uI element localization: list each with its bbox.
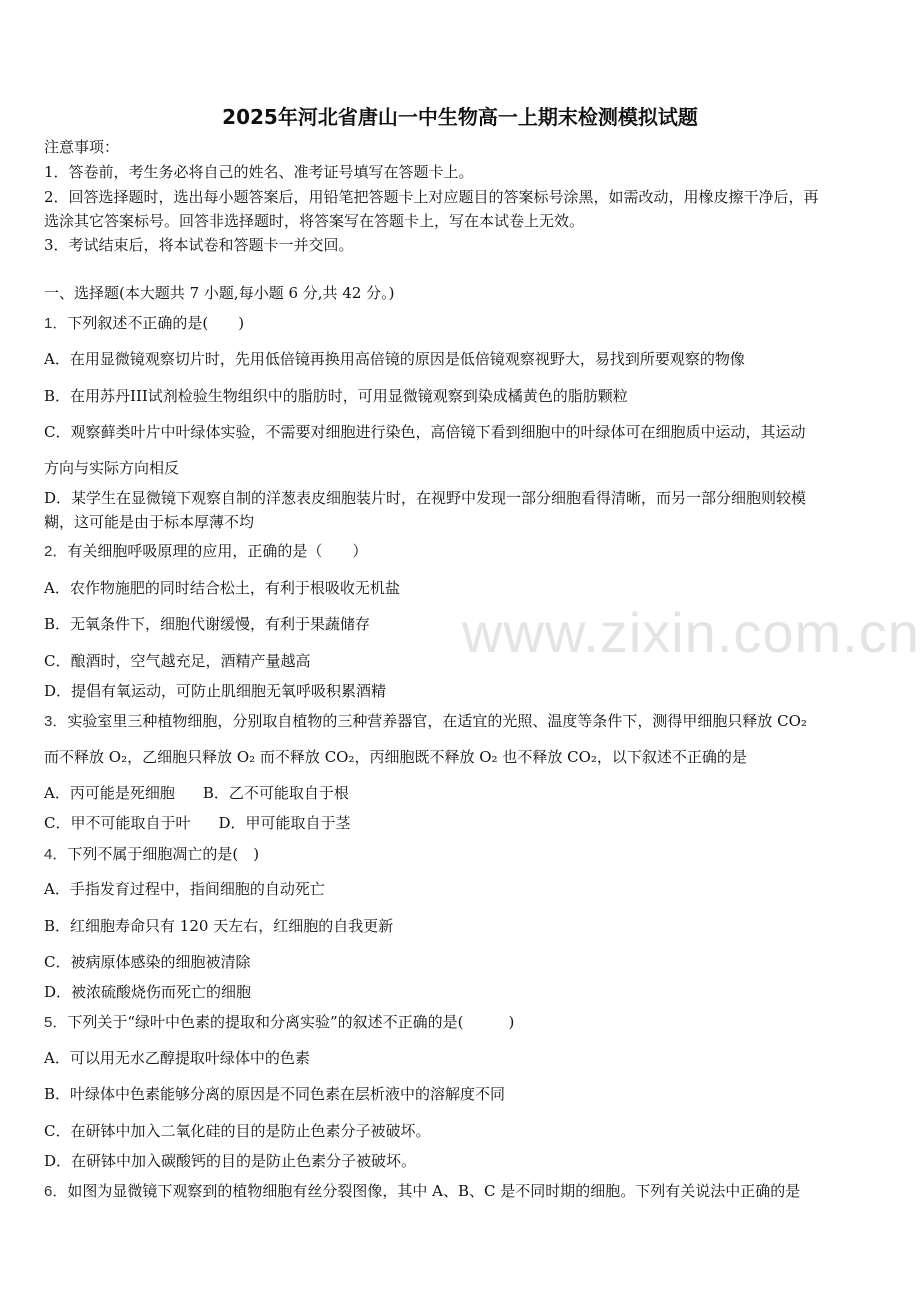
option-a: A．手指发育过程中，指间细胞的自动死亡 xyxy=(44,880,325,898)
option-a: A．可以用无水乙醇提取叶绿体中的色素 xyxy=(44,1049,310,1067)
option-b: B．红细胞寿命只有 120 天左右，红细胞的自我更新 xyxy=(44,917,394,935)
option-c: C．酿酒时，空气越充足，酒精产量越高 xyxy=(44,652,311,670)
question-5 xyxy=(44,1012,880,1033)
option-c: C．被病原体感染的细胞被清除 xyxy=(44,953,251,971)
question-number: 4． xyxy=(44,846,68,863)
question-stem: 有关细胞呼吸原理的应用，正确的是（ ） xyxy=(67,542,368,560)
option-c: C．观察藓类叶片中叶绿体实验，不需要对细胞进行染色，高倍镜下看到细胞中的叶绿体可在细胞质中运动，其运动 xyxy=(44,423,806,441)
question-stem: 实验室里三种植物细胞，分别取自植物的三种营养器官，在适宜的光照、温度等条件下，测得甲细胞只释放 CO₂ xyxy=(67,712,807,730)
option-d: D．提倡有氧运动，可防止肌细胞无氧呼吸积累酒精 xyxy=(44,682,387,700)
option-b: B．乙不可能取自于根 xyxy=(202,784,349,802)
option-c-cont: 方向与实际方向相反 xyxy=(44,459,180,477)
note-item: 1．答卷前，考生务必将自己的姓名、准考证号填写在答题卡上。 xyxy=(44,163,474,181)
question-number: 2． xyxy=(44,543,68,560)
option-a: A．丙可能是死细胞 xyxy=(44,784,175,802)
option-b: B．在用苏丹III试剂检验生物组织中的脂肪时，可用显微镜观察到染成橘黄色的脂肪颗粒 xyxy=(44,387,628,405)
question-1 xyxy=(44,313,880,334)
option-a: A．在用显微镜观察切片时，先用低倍镜再换用高倍镜的原因是低倍镜观察视野大，易找到所要观察的物像 xyxy=(44,350,745,368)
question-number: 5． xyxy=(44,1014,68,1031)
option-d: D．被浓硫酸烧伤而死亡的细胞 xyxy=(44,983,252,1001)
notes-heading: 注意事项： xyxy=(44,138,120,156)
question-number: 3． xyxy=(44,713,68,730)
option-a: A．农作物施肥的同时结合松土，有利于根吸收无机盐 xyxy=(44,579,400,597)
option-d: D．在研钵中加入碳酸钙的目的是防止色素分子被破坏。 xyxy=(44,1152,417,1170)
option-row xyxy=(44,813,880,833)
option-row xyxy=(44,783,880,803)
question-4 xyxy=(44,844,880,865)
question-2 xyxy=(44,541,880,562)
question-stem: 如图为显微镜下观察到的植物细胞有丝分裂图像，其中 A、B、C 是不同时期的细胞。下列有关说法中正确的是 xyxy=(67,1182,801,1200)
option-d: D．甲可能取自于茎 xyxy=(218,814,351,832)
option-c: C．甲不可能取自于叶 xyxy=(44,814,191,832)
option-d: D．某学生在显微镜下观察自制的洋葱表皮细胞装片时，在视野中发现一部分细胞看得清晰，而另一部分细胞则较模 xyxy=(44,489,807,507)
question-stem: 下列叙述不正确的是( ) xyxy=(67,314,245,332)
page-title: 2025年河北省唐山一中生物高一上期末检测模拟试题 xyxy=(222,105,698,129)
question-stem: 下列关于“绿叶中色素的提取和分离实验”的叙述不正确的是( ) xyxy=(67,1013,515,1031)
question-stem: 下列不属于细胞凋亡的是( ) xyxy=(67,845,260,863)
question-6 xyxy=(44,1181,880,1202)
section-heading: 一、选择题(本大题共 7 小题,每小题 6 分,共 42 分。) xyxy=(44,284,395,302)
watermark: www.zixin.com.cn xyxy=(462,601,920,664)
note-item: 2．回答选择题时，选出每小题答案后，用铅笔把答题卡上对应题目的答案标号涂黑，如需改动，用橡皮擦干净后，再 xyxy=(44,188,819,206)
option-b: B．叶绿体中色素能够分离的原因是不同色素在层析液中的溶解度不同 xyxy=(44,1085,506,1103)
note-item: 3．考试结束后，将本试卷和答题卡一并交回。 xyxy=(44,236,354,254)
question-number: 1． xyxy=(44,315,68,332)
note-item: 选涂其它答案标号。回答非选择题时，将答案写在答题卡上，写在本试卷上无效。 xyxy=(44,212,585,230)
option-b: B．无氧条件下，细胞代谢缓慢，有利于果蔬储存 xyxy=(44,615,371,633)
option-d-cont: 糊，这可能是由于标本厚薄不均 xyxy=(44,513,255,531)
question-number: 6． xyxy=(44,1183,68,1200)
option-c: C．在研钵中加入二氧化硅的目的是防止色素分子被破坏。 xyxy=(44,1122,431,1140)
question-3 xyxy=(44,711,880,732)
question-stem-cont: 而不释放 O₂，乙细胞只释放 O₂ 而不释放 CO₂，丙细胞既不释放 O₂ 也不释放 CO₂，以下叙述不正确的是 xyxy=(44,748,747,766)
